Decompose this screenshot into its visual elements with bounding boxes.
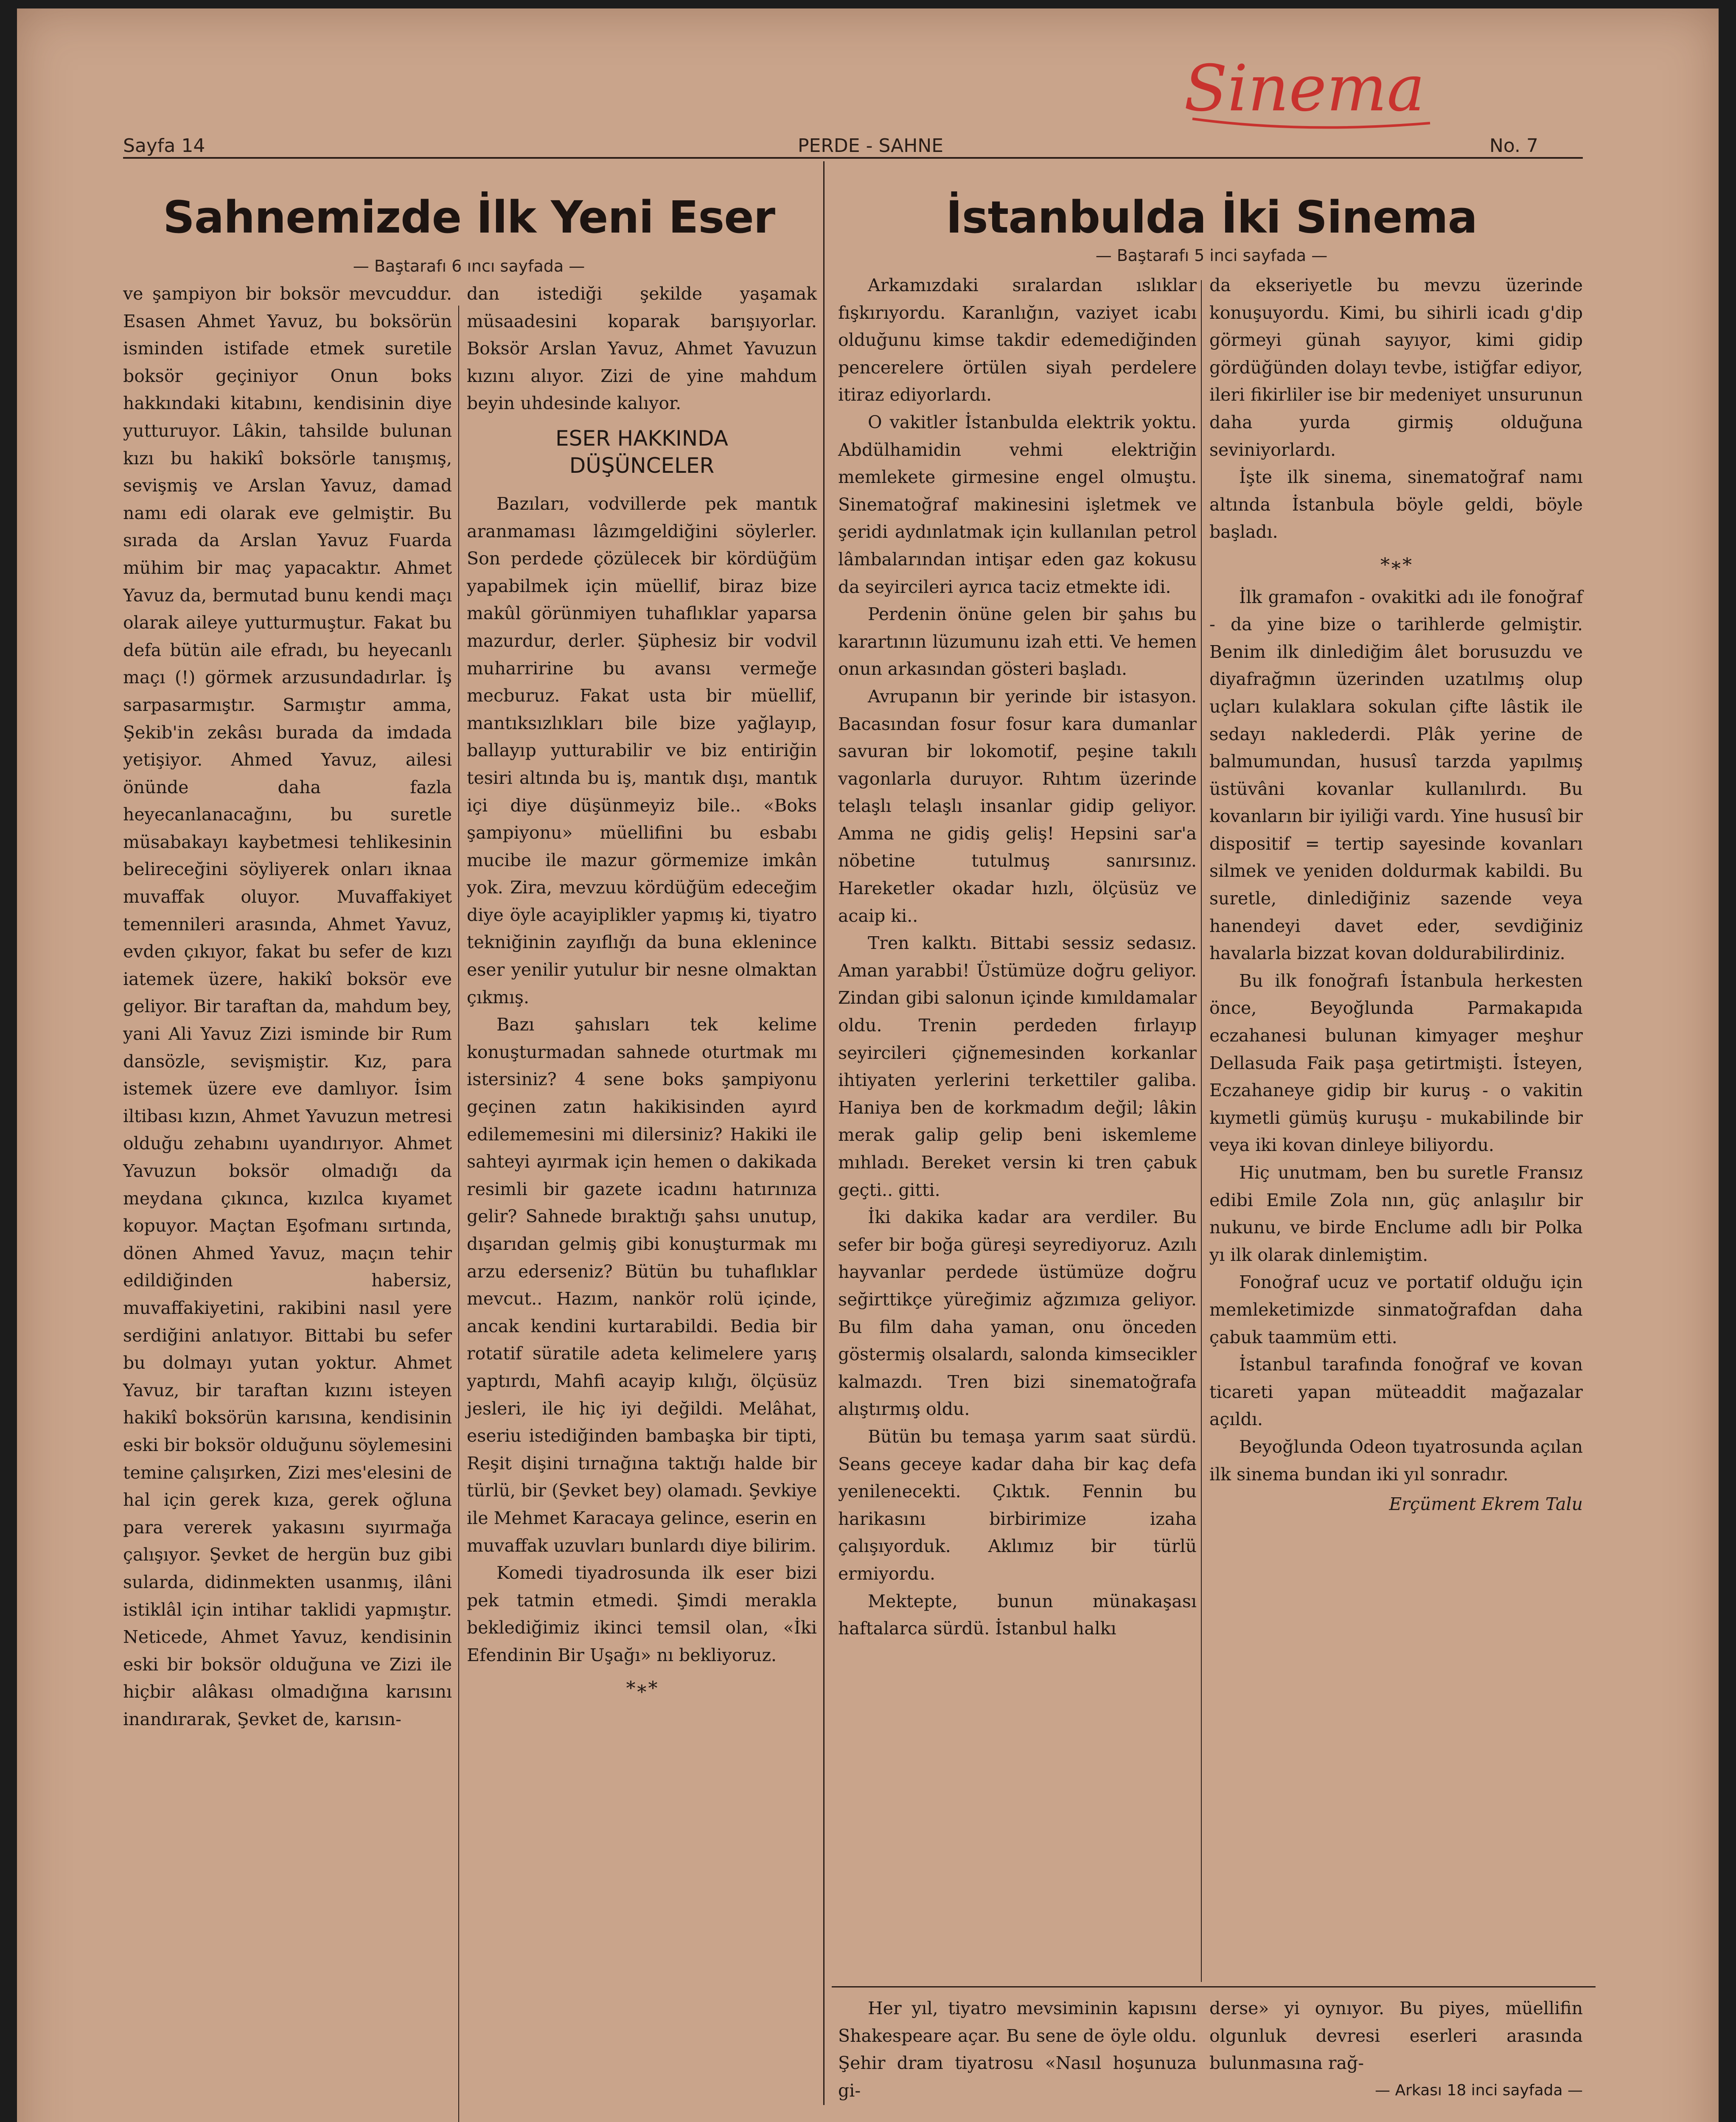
right-article-column-2 (1209, 272, 1583, 1518)
paragraph: ve şampiyon bir boksör mevcuddur. Esasen Ahmet Yavuz, bu boksörün isminden istifade etmek suretile boksör geçiniyor Onun boks hakkındaki kitabını, kendisinin diye yutturuyor. Lâkin, tahsilde bulunan kızı bu hakikî boksörle tanışmış, sevişmiş ve Arslan Yavuz, damad namı edi olarak eve gelmiştir. Bu sırada da Arslan Yavuz Fuarda mühim bir maç yapacaktır. Ahmet Yavuz da, bermutad bunu kendi maçı olarak aileye yutturmuştur. Fakat bu defa bütün aile efradı, bu heyecanlı maçı (!) görmek arzusundadırlar. İş sarpasarmıştır. Sarmıştır amma, Şekib'in zekâsı burada da imdada yetişiyor. Ahmed Yavuz, ailesi önünde daha fazla heyecanlanacağını, bu suretle müsabakayı kaybetmesi tehlikesinin belireceğini söyliyerek onları iknaa muvaffak oluyor. Muvaffakiyet temennileri arasında, Ahmet Yavuz, evden çıkıyor, fakat bu sefer de kızı iatemek üzere, hakikî boksör eve geliyor. Bir taraftan da, mahdum bey, yani Ali Yavuz Zizi isminde bir Rum dansözle, sevişmiştir. Kız, para istemek üzere eve damlıyor. İsim iltibası kızın, Ahmet Yavuzun metresi olduğu zehabını uyandırıyor. Ahmet Yavuzun boksör olmadığı da meydana çıkınca, kızılca kıyamet kopuyor. Maçtan Eşofmanı sırtında, dönen Ahmed Yavuz, maçın tehir edildiğinden habersiz, muvaffakiyetini, rakibini nasıl yere serdiğini anlatıyor. Bittabi bu sefer bu dolmayı yutan yoktur. Ahmet Yavuz, bir taraftan kızını isteyen hakikî boksörün karısına, kendisinin eski bir boksör olduğunu söylemesini temine çalışırken, Zizi mes'elesini de hal için gerek kıza, gerek oğluna para vererek yakasını sıyırmağa çalışıyor. Şevket de hergün buz gibi sularda, didinmekten usanmış, ilâni istiklâl için intihar taklidi yapmıştır. Neticede, Ahmet Yavuz, kendisinin eski bir boksör olduğuna ve Zizi ile hiçbir alâkası olmadığına karısını inandırarak, Şevket de, karısın- (123, 283, 452, 1729)
paragraph: O vakitler İstanbulda elektrik yoktu. Abdülhamidin vehmi elektriğin memlekete girmesine engel olmuştu. Sinematoğraf makinesini işletmek ve şeridi aydınlatmak için kullanılan petrol lâmbalarından intişar eden gaz kokusu da seyircileri ayrıca taciz etmekte idi. (838, 412, 1197, 597)
center-divider (823, 161, 825, 2105)
paragraph: Bu ilk fonoğrafı İstanbula herkesten önce, Beyoğlunda Parmakapıda eczahanesi bulunan kimyager meşhur Dellasuda Faik paşa getirtmişti. İsteyen, Eczahaneye gidip bir kuruş - o vakitin kıymetli gümüş kuruşu - mukabilinde bir veya iki kovan dinleye biliyordu. (1209, 970, 1583, 1156)
paragraph: Bazıları, vodvillerde pek mantık aranmaması lâzımgeldiğini söylerler. Son perdede çözülecek bir kördüğüm yapabilmek için müellif, biraz bize makûl görünmiyen tuhaflıklar yaparsa mazurdur, derler. Şüphesiz bir vodvil muharririne bu avansı vermeğe mecburuz. Fakat usta bir müellif, mantıksızlıkları bile bize yağlayıp, ballayıp yutturabilir ve biz entiriğin tesiri altında bu iş, mantık dışı, mantık içi diye düşünmeyiz bile.. «Boks şampiyonu» müellifini bu esbabı mucibe ile mazur görmemize imkân yok. Zira, mevzuu kördüğüm edeceğim diye öyle acayiplikler yapmış ki, tiyatro tekniğinin zayıflığı da buna eklenince eser yenilir yutulur bir nesne olmaktan çıkmış. (467, 493, 817, 1008)
paragraph: dan istediği şekilde yaşamak müsaadesini koparak barışıyorlar. Boksör Arslan Yavuz, Ahmet Yavuzun kızını alıyor. Zizi de yine mahdum beyin uhdesinde kalıyor. (467, 283, 817, 414)
publication-name: PERDE - SAHNE (798, 135, 944, 157)
left-article-column-2 (467, 280, 817, 1707)
bottom-article-column-1 (838, 1995, 1197, 2104)
continued-to-note: — Arkası 18 inci sayfada — (1375, 2081, 1583, 2099)
left-continued-from: — Baştarafı 6 ıncı sayfada — (353, 257, 585, 275)
right-headline: İstanbulda İki Sinema (946, 191, 1477, 243)
paragraph: Arkamızdaki sıralardan ıslıklar fışkırıyordu. Karanlığın, vaziyet icabı olduğunu kimse takdir edemediğinden pencerelere örtülen siyah perdelere itiraz ediyorlardı. (838, 275, 1197, 405)
paragraph: İlk gramafon - ovakitki adı ile fonoğraf - da yine bize o tarihlerde gelmiştir. Benim ilk dinlediğim âlet borusuzdu ve diyafrağmın üzerinden uzatılmış olup uçları kulaklara sokulan çifte lâstik ile sedayı naklederdi. Plâk yerine de balmumundan, hususî tarzda yapılmış üstüvâni kovanlar kullanılırdı. Bu kovanların bir iyiliği vardı. Yine hususî bir dispositif = tertip sayesinde kovanları silmek ve yeniden doldurmak kabildi. Bu suretle, dinlediğiniz sazende veya hanendeyi davet eder, sevdiğiniz havalarla bizzat kovan doldurabilirdiniz. (1209, 587, 1583, 964)
paragraph: Hiç unutmam, ben bu suretle Fransız edibi Emile Zola nın, güç anlaşılır bir nukunu, ve birde Enclume adlı bir Polka yı ilk olarak dinlemiştim. (1209, 1162, 1583, 1265)
paragraph: Beyoğlunda Odeon tıyatrosunda açılan ilk sinema bundan iki yıl sonradır. (1209, 1436, 1583, 1485)
right-article-column-1 (838, 272, 1197, 1642)
newspaper-page (17, 8, 1719, 2122)
paragraph: Her yıl, tiyatro mevsiminin kapısını Shakespeare açar. Bu sene de öyle oldu. Şehir dram tiyatrosu «Nasıl hoşunuza gi- (838, 1998, 1197, 2101)
left-headline: Sahnemizde İlk Yeni Eser (163, 191, 775, 243)
left-column-divider (458, 306, 459, 2122)
paragraph: Tren kalktı. Bittabi sessiz sedasız. Aman yarabbi! Üstümüze doğru geliyor. Zindan gibi salonun içinde kımıldamalar oldu. Trenin perdeden fırlayıp seyircileri çiğnemesinden korkanlar ihtiyaten yerlerini terkettiler galiba. Haniya ben de korkmadım değil; lâkin merak galip gelip beni iskemleme mıhladı. Bereket versin ki tren çabuk geçti.. gitti. (838, 933, 1197, 1200)
paragraph: Mektepte, bunun münakaşası haftalarca sürdü. İstanbul halkı (838, 1591, 1197, 1639)
left-article-column-1 (123, 280, 452, 1733)
paragraph: Perdenin önüne gelen bir şahıs bu karartının lüzumunu izah etti. Ve hemen onun arkasından gösteri başladı. (838, 604, 1197, 679)
paragraph: Bütün bu temaşa yarım saat sürdü. Seans geceye kadar daha bir kaç defa yenilenecekti. Çıktık. Fennin bu harikasını birbirimize izaha çalışıyorduk. Aklımız bir türlü ermiyordu. (838, 1426, 1197, 1584)
paragraph: İstanbul tarafında fonoğraf ve kovan ticareti yapan müteaddit mağazalar açıldı. (1209, 1354, 1583, 1430)
right-column-divider (1201, 280, 1202, 1982)
page-number: Sayfa 14 (123, 135, 205, 157)
bottom-article-rule (832, 1986, 1596, 1987)
section-end-asterisks: *∗* (626, 1677, 658, 1699)
issue-number: No. 7 (1489, 135, 1539, 157)
bottom-article-column-2 (1209, 1995, 1583, 2104)
right-continued-from: — Baştarafı 5 inci sayfada — (1095, 246, 1328, 265)
paragraph: Fonoğraf ucuz ve portatif olduğu için memleketimizde sinmatoğrafdan daha çabuk taammüm etti. (1209, 1272, 1583, 1347)
paragraph: da ekseriyetle bu mevzu üzerinde konuşuyordu. Kimi, bu sihirli icadı g'dip görmeyi günah sayıyor, kimi gidip gördüğünden dolayı tevbe, istiğfar ediyor, ileri fikirliler ise bir medeniyet unsurunun daha yurda girmiş olduğuna seviniyorlardı. (1209, 275, 1583, 460)
paragraph: Komedi tiyadrosunda ilk eser bizi pek tatmin etmedi. Şimdi merakla beklediğimiz ikinci temsil olan, «İki Efendinin Bir Uşağı» nı bekliyoruz. (467, 1563, 817, 1665)
paragraph: İşte ilk sinema, sinematoğraf namı altında İstanbula böyle geldi, böyle başladı. (1209, 467, 1583, 542)
header-rule (123, 157, 1583, 159)
section-break-asterisks: *∗* (1380, 554, 1412, 576)
svg-text:Sinema: Sinema (1184, 59, 1425, 126)
paragraph: Bazı şahısları tek kelime konuşturmadan sahnede oturtmak mı istersiniz? 4 sene boks şampiyonu geçinen zatın hakikisinden ayırd edilememesini mi dilersiniz? Hakiki ile sahteyi ayırmak için hemen o dakikada resimli bir gazete icadını hatırınıza gelir? Sahnede bıraktığı şahsı unutup, dışarıdan gelmiş gibi konuşturmak mı arzu ederseniz? Bütün bu tuhaflıklar mevcut.. Hazım, nankör rolü içinde, ancak kendini kurtarabildi. Bedia bir rotatif süratile adeta kelimelere yarış yaptırdı, Mahfi acayip kılığı, ölçüsüz jesleri, ile hiç iyi değildi. Melâhat, eseriu istediğinden bambaşka bir tipti, Reşit dişini tırnağına taktığı halde bir türlü, bir (Şevket bey) olamadı. Şevkiye ile Mehmet Karacaya gelince, eserin en muvaffak uzuvları bunlardı diye bilirim. (467, 1014, 817, 1556)
paragraph: İki dakika kadar ara verdiler. Bu sefer bir boğa güreşi seyrediyoruz. Azılı hayvanlar perdede üstümüze doğru seğirttikçe yüreğimiz ağzımıza geliyor. Bu film daha yaman, onu önceden göstermiş olsalardı, salonda kimsecikler kalmazdı. Tren bizi sinematoğrafa alıştırmış oldu. (838, 1207, 1197, 1420)
paragraph: Avrupanın bir yerinde bir istasyon. Bacasından fosur fosur kara dumanlar savuran bir lokomotif, peşine takılı vagonlarla duruyor. Rıhtım üzerinde telaşlı telaşlı insanlar gidip geliyor. Amma ne gidiş geliş! Hepsini sar'a nöbetine tutulmuş sanırsınız. Hareketler okadar hızlı, ölçüsüz ve acaip ki.. (838, 686, 1197, 926)
section-title: ESER HAKKINDA DÜŞÜNCELER (555, 426, 728, 478)
paragraph: derse» yi oynıyor. Bu piyes, müellifin olgunluk devresi eserleri arasında bulunmasına rağ- (1209, 1998, 1583, 2074)
author-signature: Erçüment Ekrem Talu (1389, 1494, 1583, 1515)
handwritten-annotation (1175, 59, 1439, 132)
